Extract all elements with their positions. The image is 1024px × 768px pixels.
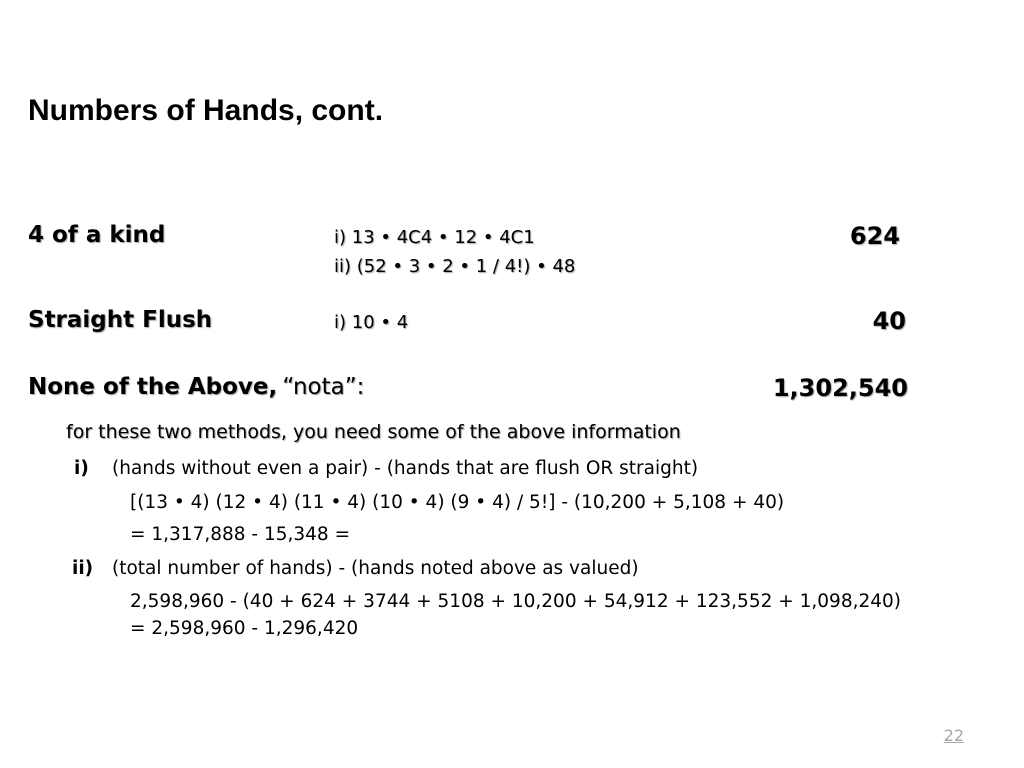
method-i-text: (hands without even a pair) - (hands that are flush OR straight): [112, 458, 699, 479]
method-i-line2: = 1,317,888 - 15,348 =: [130, 524, 351, 545]
none-above-heading: [28, 374, 364, 400]
slide-number: 22: [943, 726, 964, 745]
four-of-kind-label: 4 of a kind: [28, 222, 166, 248]
method-ii-text: (total number of hands) - (hands noted above as valued): [112, 558, 639, 579]
none-above-suffix: “nota”:: [282, 374, 365, 400]
four-of-kind-method-i: i) 13 • 4C4 • 12 • 4C1: [334, 227, 535, 248]
method-ii-line1: 2,598,960 - (40 + 624 + 3744 + 5108 + 10,200 + 54,912 + 123,552 + 1,098,240): [130, 591, 901, 612]
four-of-kind-method-ii: ii) (52 • 3 • 2 • 1 / 4!) • 48: [334, 256, 576, 277]
method-ii-label: ii): [72, 558, 94, 579]
none-above-result: 1,302,540: [772, 374, 908, 402]
methods-note: for these two methods, you need some of the above information: [66, 421, 681, 443]
slide-title: Numbers of Hands, cont.: [28, 94, 384, 127]
straight-flush-method-i: i) 10 • 4: [334, 312, 409, 333]
none-above-label: None of the Above,: [28, 374, 278, 400]
method-ii-line2: = 2,598,960 - 1,296,420: [130, 618, 359, 639]
straight-flush-label: Straight Flush: [28, 307, 213, 333]
straight-flush-result: 40: [872, 307, 906, 335]
four-of-kind-result: 624: [849, 222, 900, 250]
method-i-line1: [(13 • 4) (12 • 4) (11 • 4) (10 • 4) (9 • 4) / 5!] - (10,200 + 5,108 + 40): [130, 492, 785, 513]
method-i-label: i): [74, 458, 89, 479]
